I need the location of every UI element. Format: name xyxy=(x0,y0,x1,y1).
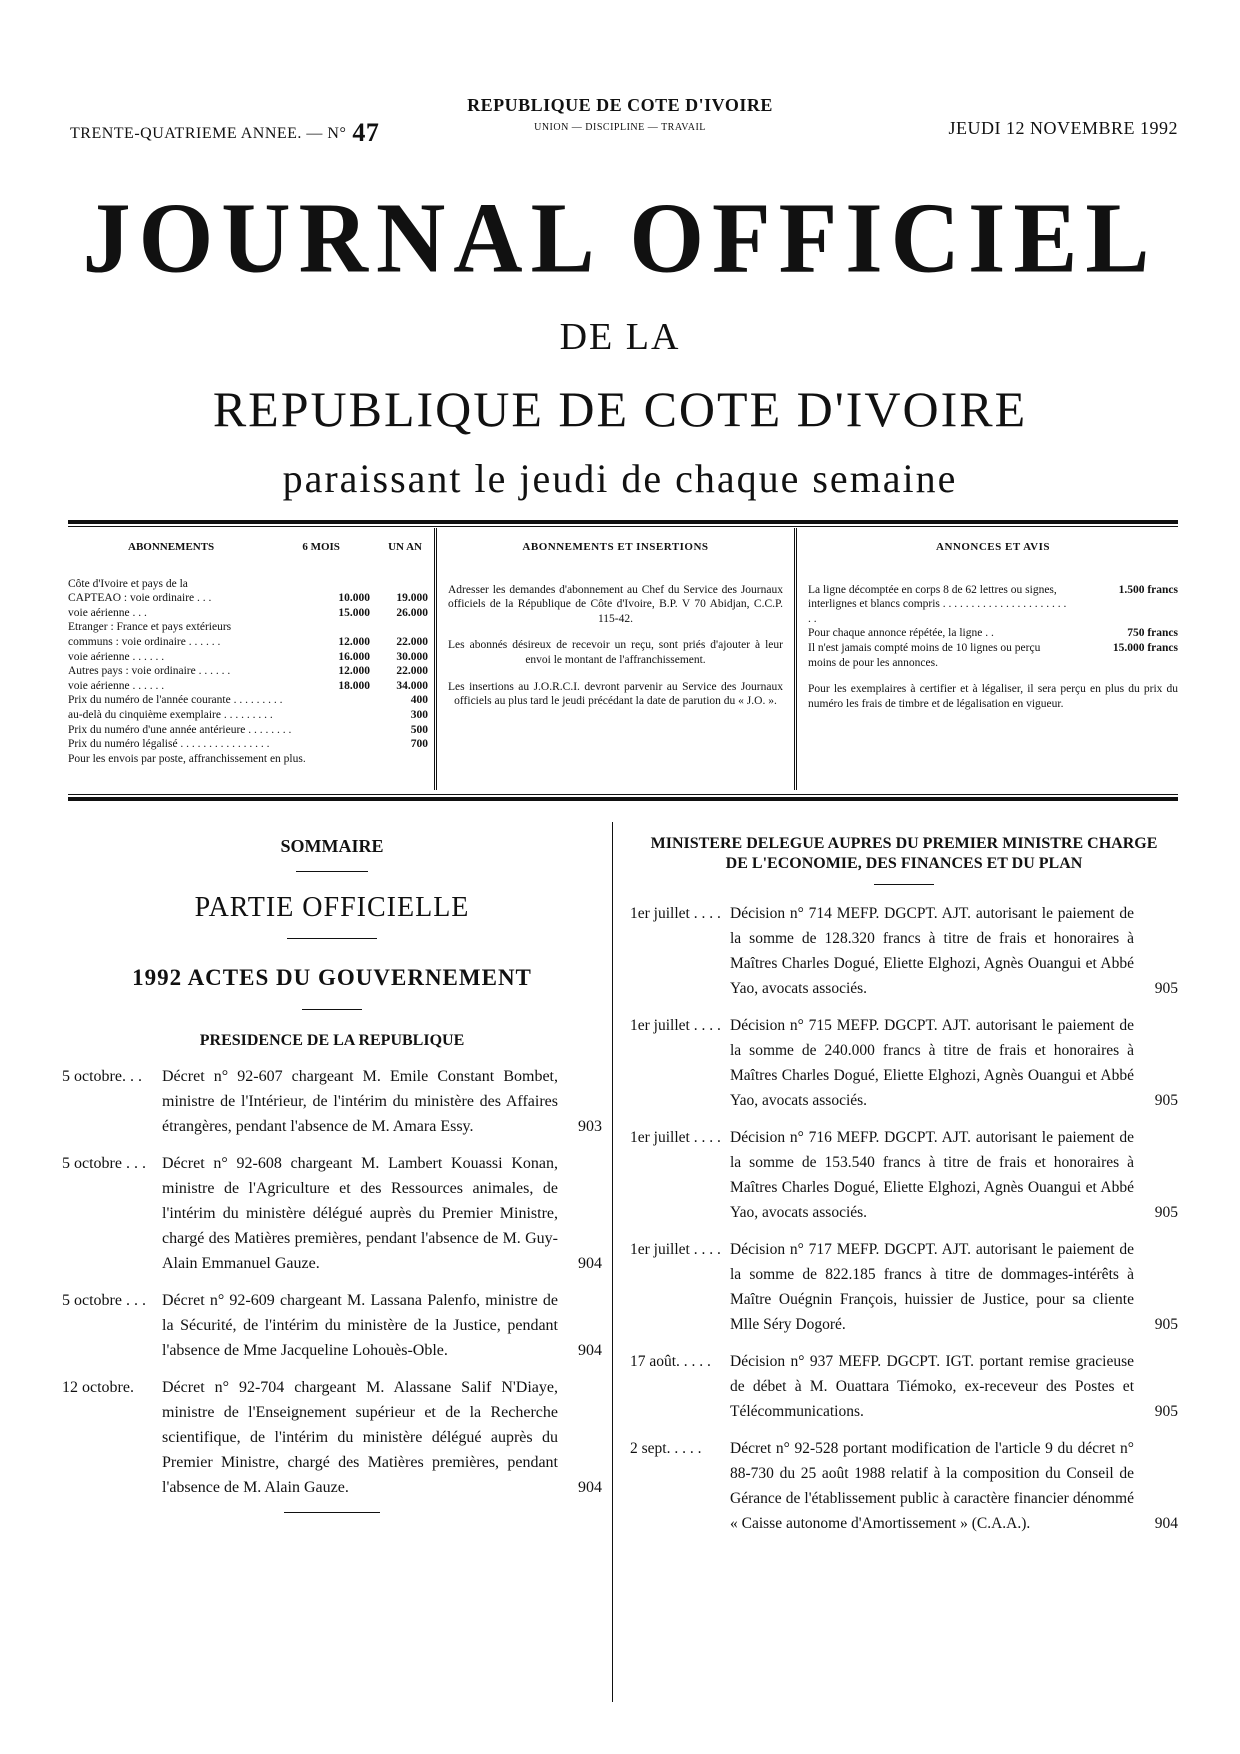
box-divider-1 xyxy=(434,528,437,790)
insertions-receipt: Les abonnés désireux de recevoir un reçu, sont priés d'ajouter à leur envoi le montant de l'affranchissement. xyxy=(448,639,783,666)
sommaire-entry xyxy=(630,1349,1178,1424)
sommaire-right-column xyxy=(630,835,1178,1548)
subscription-label: Pour les envois par poste, affranchissement en plus. xyxy=(68,752,306,765)
subscription-six-months xyxy=(312,723,370,738)
sommaire-entry xyxy=(630,1436,1178,1536)
entry-date: 5 octobre. . . xyxy=(62,1068,142,1085)
entry-text: Décision n° 714 MEFP. DGCPT. AJT. autorisant le paiement de la somme de 128.320 francs à titre de frais et honoraires à Maîtres Charles Dogué, Eliette Elghozi, Agnès Ouangui et Abbé Yao, avocats associés. xyxy=(730,905,1134,997)
entry-text: Décision n° 716 MEFP. DGCPT. AJT. autorisant le paiement de la somme de 153.540 francs à titre de frais et honoraires à Maîtres Charles Dogué, Eliette Elghozi, Agnès Ouangui et Abbé Yao, avocats associés. xyxy=(730,1129,1134,1221)
entry-date: 1er juillet . . . . xyxy=(630,1241,721,1258)
actes-heading: 1992 ACTES DU GOUVERNEMENT xyxy=(132,965,532,990)
subscription-one-year: 19.000 xyxy=(396,592,428,605)
abonnements-heading: ABONNEMENTS xyxy=(128,541,215,553)
six-months-heading: 6 MOIS xyxy=(302,541,340,553)
entry-date: 17 août. . . . . xyxy=(630,1353,711,1370)
entry-page: 905 xyxy=(1154,980,1178,997)
subscription-one-year: 22.000 xyxy=(396,665,428,678)
subscription-six-months: 15.000 xyxy=(338,606,370,619)
annonce-label: Il n'est jamais compté moins de 10 lignes ou perçu moins de pour les annonces. xyxy=(808,641,1041,669)
sommaire-entry xyxy=(62,1151,602,1276)
entry-date: 5 octobre . . . xyxy=(62,1292,146,1309)
sommaire-title: SOMMAIRE xyxy=(280,836,384,856)
actes-rule xyxy=(302,1009,362,1010)
entry-text: Décision n° 937 MEFP. DGCPT. IGT. portant remise gracieuse de débet à M. Ouattara Tiémoko, ex-receveur des Postes et Télécommunications. xyxy=(730,1353,1134,1420)
insertions-deadline: Les insertions au J.O.R.C.I. devront parvenir au Service des Journaux officiels au plus tard le jeudi précédant la date de parution du « J.O. ». xyxy=(448,680,783,708)
subscription-row xyxy=(68,606,430,621)
entry-date: 1er juillet . . . . xyxy=(630,1017,721,1034)
subscription-row xyxy=(68,708,430,723)
subscription-six-months: 10.000 xyxy=(338,592,370,605)
annonces-heading: ANNONCES ET AVIS xyxy=(936,541,1050,553)
country-name: REPUBLIQUE DE COTE D'IVOIRE xyxy=(467,95,773,115)
ministere-heading: MINISTERE DELEGUE AUPRES DU PREMIER MINISTRE CHARGE DE L'ECONOMIE, DES FINANCES ET DU PLAN xyxy=(650,835,1158,872)
subscription-one-year xyxy=(370,620,430,635)
subscription-label: voie aérienne . . . . . . xyxy=(68,679,165,692)
country-motto: UNION — DISCIPLINE — TRAVAIL xyxy=(534,122,706,133)
year-issue-label: TRENTE-QUATRIEME ANNEE. — N° xyxy=(70,125,347,142)
annonce-price: 750 francs xyxy=(1127,627,1178,640)
subscription-label: communs : voie ordinaire . . . . . . xyxy=(68,635,221,648)
entry-text: Décret n° 92-608 chargeant M. Lambert Kouassi Konan, ministre de l'Agriculture et des Ressources animales, de l'intérim du ministère délégué auprès du Premier Ministre, chargé des Matières premières, pendant l'absence de M. Guy-Alain Emmanuel Gauze. xyxy=(162,1155,558,1272)
subscription-row xyxy=(68,620,430,635)
subscription-row xyxy=(68,650,430,665)
sommaire-entry xyxy=(630,901,1178,1001)
left-end-rule xyxy=(284,1512,380,1513)
partie-officielle: PARTIE OFFICIELLE xyxy=(194,892,470,923)
subscription-label: CAPTEAO : voie ordinaire . . . xyxy=(68,592,212,605)
entry-date: 2 sept. . . . . xyxy=(630,1440,702,1457)
issue-date: JEUDI 12 NOVEMBRE 1992 xyxy=(948,118,1178,138)
sommaire-entry xyxy=(62,1288,602,1363)
subscription-label: Autres pays : voie ordinaire . . . . . . xyxy=(68,665,231,678)
entry-text: Décret n° 92-704 chargeant M. Alassane Salif N'Diaye, ministre de l'Enseignement supérieur et de la Recherche scientifique, de l'intérim du ministère délégué auprès du Premier Ministre, chargé des Matières premières, pendant l'absence de M. Alain Gauze. xyxy=(162,1379,558,1496)
entry-date: 12 octobre. xyxy=(62,1379,134,1396)
entry-date: 1er juillet . . . . xyxy=(630,905,721,922)
entry-page: 903 xyxy=(578,1118,602,1135)
subscription-row xyxy=(68,737,430,752)
header-country xyxy=(420,95,820,133)
entry-text: Décision n° 715 MEFP. DGCPT. AJT. autorisant le paiement de la somme de 240.000 francs à titre de frais et honoraires à Maîtres Charles Dogué, Eliette Elghozi, Agnès Ouangui et Abbé Yao, avocats associés. xyxy=(730,1017,1134,1109)
insertions-column xyxy=(448,540,783,721)
annonce-label: Pour chaque annonce répétée, la ligne . . xyxy=(808,627,994,640)
bottom-rule-thin xyxy=(68,794,1178,795)
subscription-label: voie aérienne . . . . . . xyxy=(68,650,165,663)
subscription-six-months xyxy=(312,737,370,752)
annonce-label: La ligne décomptée en corps 8 de 62 lettres ou signes, interlignes et blancs compris . . . . . . . . . . . . . . . . . . . . . . . . xyxy=(808,583,1067,625)
subscription-six-months xyxy=(312,577,370,592)
subscription-row xyxy=(68,693,430,708)
sommaire-entry xyxy=(630,1013,1178,1113)
subscription-label: voie aérienne . . . xyxy=(68,606,147,619)
box-divider-2 xyxy=(794,528,797,790)
entry-date: 5 octobre . . . xyxy=(62,1155,146,1172)
subscription-one-year: 400 xyxy=(410,694,428,707)
issue-number: 47 xyxy=(352,118,380,147)
subscription-row xyxy=(68,679,430,694)
one-year-heading: UN AN xyxy=(388,541,422,553)
subscription-label: Etranger : France et pays extérieurs xyxy=(68,621,232,634)
subscription-one-year: 30.000 xyxy=(396,650,428,663)
annonce-price: 1.500 francs xyxy=(1118,583,1178,596)
annonces-note: Pour les exemplaires à certifier et à légaliser, il sera perçu en plus du prix du numéro les frais de timbre et de légalisation en vigueur. xyxy=(808,683,1178,710)
issue-info xyxy=(70,118,379,148)
subscription-six-months xyxy=(312,752,370,767)
subscription-one-year: 500 xyxy=(410,723,428,736)
sommaire-rule xyxy=(296,871,368,872)
entry-date: 1er juillet . . . . xyxy=(630,1129,721,1146)
annonces-column xyxy=(808,540,1178,711)
subscription-six-months xyxy=(312,708,370,723)
masthead-republique: REPUBLIQUE DE COTE D'IVOIRE xyxy=(212,381,1028,437)
subscription-one-year xyxy=(370,577,430,592)
subscription-label: Prix du numéro de l'année courante . . . . . . . . . xyxy=(68,694,283,707)
column-separator xyxy=(612,822,613,1702)
subscription-six-months xyxy=(312,620,370,635)
subscription-one-year: 22.000 xyxy=(396,635,428,648)
masthead-title: JOURNAL OFFICIEL xyxy=(82,181,1158,294)
subscription-row xyxy=(68,635,430,650)
insertions-heading: ABONNEMENTS ET INSERTIONS xyxy=(522,541,709,553)
top-rule xyxy=(68,520,1178,524)
subscription-one-year xyxy=(370,752,430,767)
subscription-one-year: 700 xyxy=(410,738,428,751)
masthead-frequency: paraissant le jeudi de chaque semaine xyxy=(282,456,958,501)
presidence-heading: PRESIDENCE DE LA REPUBLIQUE xyxy=(199,1032,465,1049)
entry-page: 904 xyxy=(578,1342,602,1359)
entry-page: 905 xyxy=(1154,1403,1178,1420)
partie-rule xyxy=(287,938,377,939)
entry-text: Décret n° 92-528 portant modification de l'article 9 du décret n° 88-730 du 25 août 1988 relatif à la composition du Conseil de Gérance de l'établissement public à caractère financier dénommé « Caisse autonome d'Amortissement » (C.A.A.). xyxy=(730,1440,1134,1532)
abonnements-column xyxy=(68,528,430,766)
annonce-price: 15.000 francs xyxy=(1112,641,1178,654)
subscription-label: Prix du numéro d'une année antérieure . . . . . . . . xyxy=(68,723,292,736)
subscription-one-year: 26.000 xyxy=(396,606,428,619)
sommaire-entry xyxy=(62,1064,602,1139)
subscription-six-months xyxy=(312,693,370,708)
subscription-row xyxy=(68,723,430,738)
left-entries xyxy=(62,1064,602,1500)
ministere-rule xyxy=(874,884,934,885)
insertions-address: Adresser les demandes d'abonnement au Chef du Service des Journaux officiels de la République de Côte d'Ivoire, B.P. V 70 Abidjan, C.C.P. 115-42. xyxy=(448,583,783,625)
sommaire-entry xyxy=(630,1237,1178,1337)
annonce-row xyxy=(808,626,1178,641)
sommaire-entry xyxy=(630,1125,1178,1225)
subscription-one-year: 300 xyxy=(410,708,428,721)
entry-page: 905 xyxy=(1154,1316,1178,1333)
entry-page: 904 xyxy=(1154,1515,1178,1532)
top-rule-thin xyxy=(68,526,1178,527)
subscription-label: au-delà du cinquième exemplaire . . . . . . . . . xyxy=(68,708,273,721)
subscription-rows xyxy=(68,577,430,767)
entry-page: 904 xyxy=(578,1479,602,1496)
entry-text: Décision n° 717 MEFP. DGCPT. AJT. autorisant le paiement de la somme de 822.185 francs à titre de dommages-intérêts à Maître Ouégnin François, huissier de Justice, pour sa cliente Mlle Séry Dogoré. xyxy=(730,1241,1134,1333)
sommaire-entry xyxy=(62,1375,602,1500)
subscription-six-months: 18.000 xyxy=(338,679,370,692)
entry-page: 905 xyxy=(1154,1204,1178,1221)
sommaire-left-column xyxy=(62,838,602,1513)
subscription-label: Prix du numéro légalisé . . . . . . . . . . . . . . . . xyxy=(68,738,270,751)
abonnements-headings xyxy=(128,540,422,555)
masthead-de-la: DE LA xyxy=(559,316,681,358)
subscription-six-months: 12.000 xyxy=(338,635,370,648)
entry-page: 905 xyxy=(1154,1092,1178,1109)
entry-text: Décret n° 92-607 chargeant M. Emile Constant Bombet, ministre de l'Intérieur, de l'intérim du ministère des Affaires étrangères, pendant l'absence de M. Amara Essy. xyxy=(162,1068,558,1135)
entry-text: Décret n° 92-609 chargeant M. Lassana Palenfo, ministre de la Sécurité, de l'intérim du ministère de la Justice, pendant l'absence de Mme Jacqueline Lohouès-Oble. xyxy=(162,1292,558,1359)
entry-page: 904 xyxy=(578,1255,602,1272)
subscription-six-months: 12.000 xyxy=(338,665,370,678)
annonce-row xyxy=(808,583,1178,627)
subscription-one-year: 34.000 xyxy=(396,679,428,692)
annonces-rows xyxy=(808,583,1178,671)
bottom-rule xyxy=(68,797,1178,801)
subscription-row xyxy=(68,752,430,767)
subscription-row xyxy=(68,664,430,679)
right-entries xyxy=(630,901,1178,1536)
subscription-label: Côte d'Ivoire et pays de la xyxy=(68,577,188,590)
subscription-box xyxy=(68,528,1178,790)
subscription-six-months: 16.000 xyxy=(338,650,370,663)
subscription-row xyxy=(68,591,430,606)
annonce-row xyxy=(808,641,1178,670)
subscription-row xyxy=(68,577,430,592)
